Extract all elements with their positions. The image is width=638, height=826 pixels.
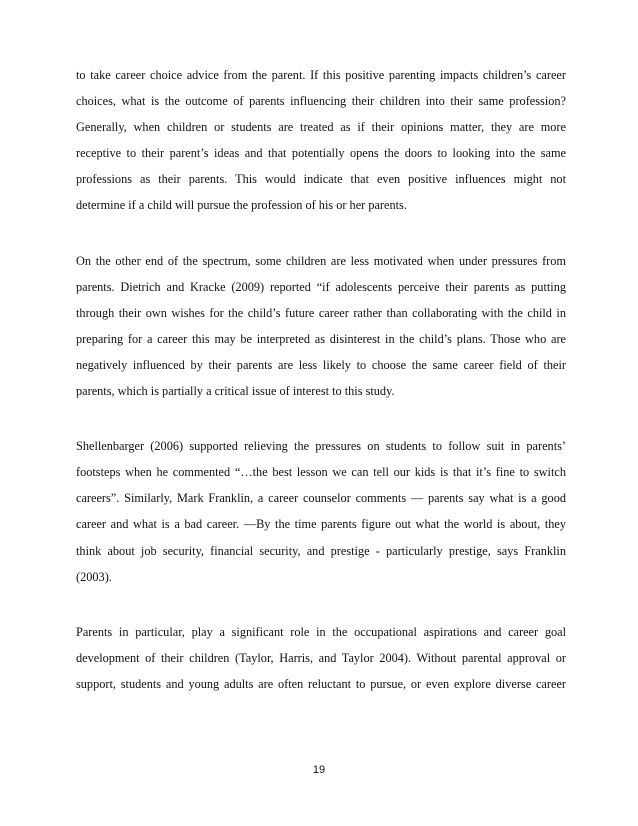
text-line: support, students and young adults are often reluctant to pursue, or even explore diverse career xyxy=(76,676,566,691)
text-line: Shellenbarger (2006) supported relieving the pressures on students to follow suit in parents’ xyxy=(76,439,566,454)
text-line: (2003). xyxy=(76,569,112,584)
text-line: determine if a child will pursue the profession of his or her parents. xyxy=(76,198,407,213)
text-line: through their own wishes for the child’s future career rather than collaborating with the child in xyxy=(76,305,566,320)
text-line: footsteps when he commented “…the best lesson we can tell our kids is that it’s fine to switch xyxy=(76,465,566,480)
text-line: career and what is a bad career. ―By the time parents figure out what the world is about, they xyxy=(76,517,566,532)
paragraph-3 xyxy=(76,433,566,590)
text-line: receptive to their parent’s ideas and that potentially opens the doors to looking into the same xyxy=(76,146,566,161)
paragraph-4 xyxy=(76,619,566,697)
paragraph-2 xyxy=(76,248,566,405)
text-line: parents. Dietrich and Kracke (2009) reported “if adolescents perceive their parents as putting xyxy=(76,279,566,294)
text-line: parents, which is partially a critical issue of interest to this study. xyxy=(76,384,395,399)
text-line: to take career choice advice from the parent. If this positive parenting impacts children’s career xyxy=(76,68,566,82)
text-line: Generally, when children or students are treated as if their opinions matter, they are more xyxy=(76,120,566,135)
body-text xyxy=(76,62,566,726)
text-line: On the other end of the spectrum, some children are less motivated when under pressures from xyxy=(76,253,566,268)
text-line: careers”. Similarly, Mark Franklin, a career counselor comments ― parents say what is a good xyxy=(76,491,566,506)
text-line: preparing for a career this may be interpreted as disinterest in the child’s plans. Those who are xyxy=(76,331,566,346)
text-line: development of their children (Taylor, Harris, and Taylor 2004). Without parental approval or xyxy=(76,650,566,665)
paragraph-1 xyxy=(76,62,566,219)
text-line: think about job security, financial security, and prestige - particularly prestige, says Franklin xyxy=(76,543,566,558)
text-line: negatively influenced by their parents are less likely to choose the same career field of their xyxy=(76,357,566,372)
text-line: choices, what is the outcome of parents influencing their children into their same profession? xyxy=(76,94,566,109)
text-line: Parents in particular, play a significant role in the occupational aspirations and career goal xyxy=(76,624,566,639)
text-line: professions as their parents. This would indicate that even positive influences might not xyxy=(76,172,566,187)
page-number: 19 xyxy=(312,764,326,776)
